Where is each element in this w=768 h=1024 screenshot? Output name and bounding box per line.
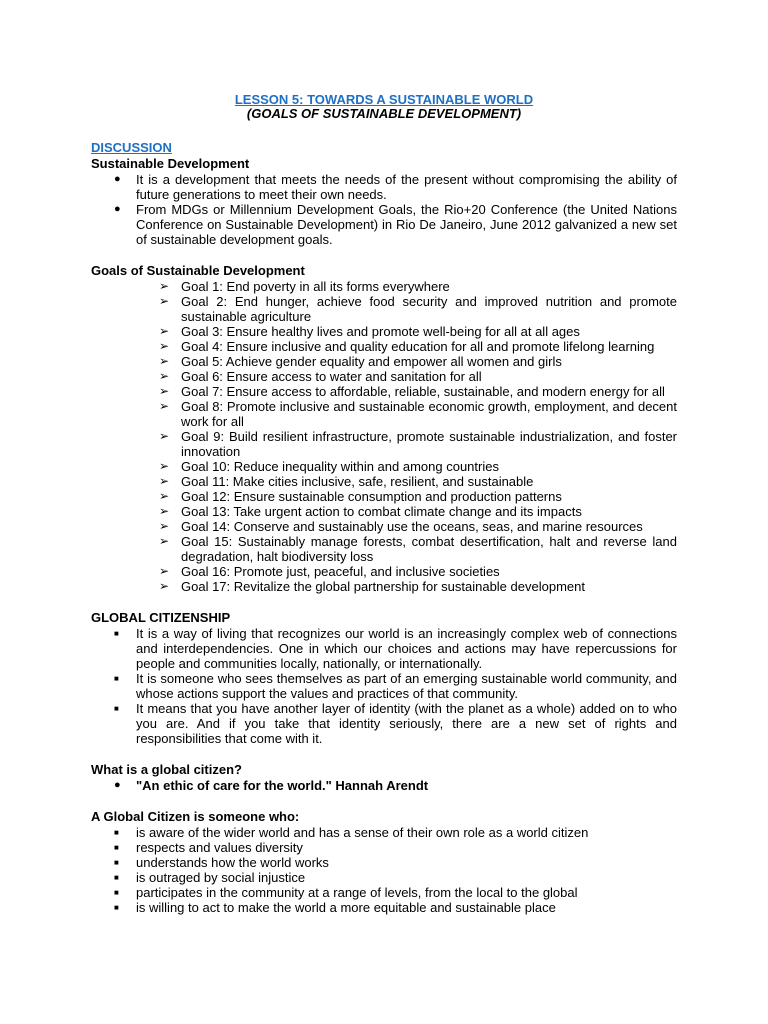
- global-citizenship-heading: GLOBAL CITIZENSHIP: [91, 610, 231, 625]
- square-bullet-icon: ■: [114, 843, 119, 852]
- square-bullet-icon: ■: [114, 629, 119, 638]
- list-item: ➢ Goal 4: Ensure inclusive and quality education for all and promote lifelong learning: [159, 339, 655, 354]
- arrow-bullet-icon: ➢: [159, 474, 170, 488]
- list-item: ➢ Goal 16: Promote just, peaceful, and inclusive societies: [159, 564, 500, 579]
- square-bullet-icon: ■: [114, 888, 119, 897]
- global-citizen-is-list: [91, 825, 677, 915]
- square-bullet-icon: ■: [114, 674, 119, 683]
- sustainable-development-list: [91, 172, 677, 247]
- list-item: ➢ Goal 13: Take urgent action to combat climate change and its impacts: [159, 504, 582, 519]
- arrow-bullet-icon: ➢: [159, 504, 170, 518]
- arrow-bullet-icon: ➢: [159, 459, 170, 473]
- list-item: ➢ Goal 3: Ensure healthy lives and promote well-being for all at all ages: [159, 324, 580, 339]
- list-item: ■ is willing to act to make the world a more equitable and sustainable place: [114, 900, 556, 915]
- list-item: ■ It is someone who sees themselves as part of an emerging sustainable world community, and whose actions support the values and practices of that community.: [114, 671, 677, 701]
- list-item: ● From MDGs or Millennium Development Goals, the Rio+20 Conference (the United Nations Conference on Sustainable Development) in Rio De Janeiro, June 2012 galvanized a new set of sustainable development goals.: [114, 202, 677, 247]
- list-item: ➢ Goal 17: Revitalize the global partnership for sustainable development: [159, 579, 585, 594]
- bullet-dot-icon: ●: [114, 203, 121, 215]
- global-citizen-quote-list: [91, 778, 677, 793]
- list-item: ■ is outraged by social injustice: [114, 870, 306, 885]
- list-item: ■ is aware of the wider world and has a sense of their own role as a world citizen: [114, 825, 589, 840]
- goals-list: [91, 279, 677, 594]
- list-item: ➢ Goal 8: Promote inclusive and sustainable economic growth, employment, and decent work for all: [159, 399, 677, 429]
- square-bullet-icon: ■: [114, 704, 119, 713]
- arrow-bullet-icon: ➢: [159, 294, 170, 308]
- global-citizenship-list: [91, 626, 677, 746]
- lesson-subtitle: (GOALS OF SUSTAINABLE DEVELOPMENT): [246, 106, 522, 121]
- list-item: ■ respects and values diversity: [114, 840, 303, 855]
- document-content: [91, 93, 677, 915]
- global-citizen-question-heading: What is a global citizen?: [91, 762, 242, 777]
- arrow-bullet-icon: ➢: [159, 399, 170, 413]
- list-item: ■ participates in the community at a range of levels, from the local to the global: [114, 885, 578, 900]
- arrow-bullet-icon: ➢: [159, 519, 170, 533]
- list-item: ➢ Goal 2: End hunger, achieve food security and improved nutrition and promote sustainable agriculture: [159, 294, 677, 324]
- discussion-link[interactable]: DISCUSSION: [91, 140, 172, 155]
- square-bullet-icon: ■: [114, 903, 119, 912]
- list-item: ➢ Goal 10: Reduce inequality within and among countries: [159, 459, 499, 474]
- list-item: ➢ Goal 6: Ensure access to water and sanitation for all: [159, 369, 482, 384]
- arrow-bullet-icon: ➢: [159, 564, 170, 578]
- arrow-bullet-icon: ➢: [159, 534, 170, 548]
- list-item: ➢ Goal 9: Build resilient infrastructure, promote sustainable industrialization, and foster innovation: [159, 429, 677, 459]
- list-item: ● It is a development that meets the needs of the present without compromising the ability of future generations to meet their own needs.: [114, 172, 677, 202]
- list-item: ● "An ethic of care for the world." Hannah Arendt: [114, 778, 429, 793]
- arrow-bullet-icon: ➢: [159, 579, 170, 593]
- list-item: ➢ Goal 7: Ensure access to affordable, reliable, sustainable, and modern energy for all: [159, 384, 665, 399]
- list-item: ➢ Goal 11: Make cities inclusive, safe, resilient, and sustainable: [159, 474, 534, 489]
- goals-heading: Goals of Sustainable Development: [91, 263, 305, 278]
- arrow-bullet-icon: ➢: [159, 489, 170, 503]
- lesson-title: LESSON 5: TOWARDS A SUSTAINABLE WORLD: [234, 92, 534, 107]
- list-item: ■ It is a way of living that recognizes our world is an increasingly complex web of connections and interdependencies. One in which our choices and actions may have repercussions for people and communities locally, nationally, or internationally.: [114, 626, 677, 671]
- list-item: ➢ Goal 14: Conserve and sustainably use the oceans, seas, and marine resources: [159, 519, 643, 534]
- list-item: ➢ Goal 1: End poverty in all its forms everywhere: [159, 279, 450, 294]
- arrow-bullet-icon: ➢: [159, 279, 170, 293]
- square-bullet-icon: ■: [114, 858, 119, 867]
- global-citizen-is-heading: A Global Citizen is someone who:: [91, 809, 300, 824]
- square-bullet-icon: ■: [114, 828, 119, 837]
- arrow-bullet-icon: ➢: [159, 339, 170, 353]
- arrow-bullet-icon: ➢: [159, 354, 170, 368]
- list-item: ➢ Goal 5: Achieve gender equality and empower all women and girls: [159, 354, 562, 369]
- list-item: ■ It means that you have another layer of identity (with the planet as a whole) added on to who you are. And if you take that identity seriously, there are a new set of rights and responsibilities that come with it.: [114, 701, 677, 746]
- arrow-bullet-icon: ➢: [159, 384, 170, 398]
- arrow-bullet-icon: ➢: [159, 369, 170, 383]
- bullet-dot-icon: ●: [114, 779, 121, 791]
- square-bullet-icon: ■: [114, 873, 119, 882]
- list-item: ➢ Goal 12: Ensure sustainable consumption and production patterns: [159, 489, 562, 504]
- bullet-dot-icon: ●: [114, 173, 121, 185]
- arrow-bullet-icon: ➢: [159, 324, 170, 338]
- arrow-bullet-icon: ➢: [159, 429, 170, 443]
- list-item: ■ understands how the world works: [114, 855, 329, 870]
- list-item: ➢ Goal 15: Sustainably manage forests, combat desertification, halt and reverse land degradation, halt biodiversity loss: [159, 534, 677, 564]
- sustainable-development-heading: Sustainable Development: [91, 156, 250, 171]
